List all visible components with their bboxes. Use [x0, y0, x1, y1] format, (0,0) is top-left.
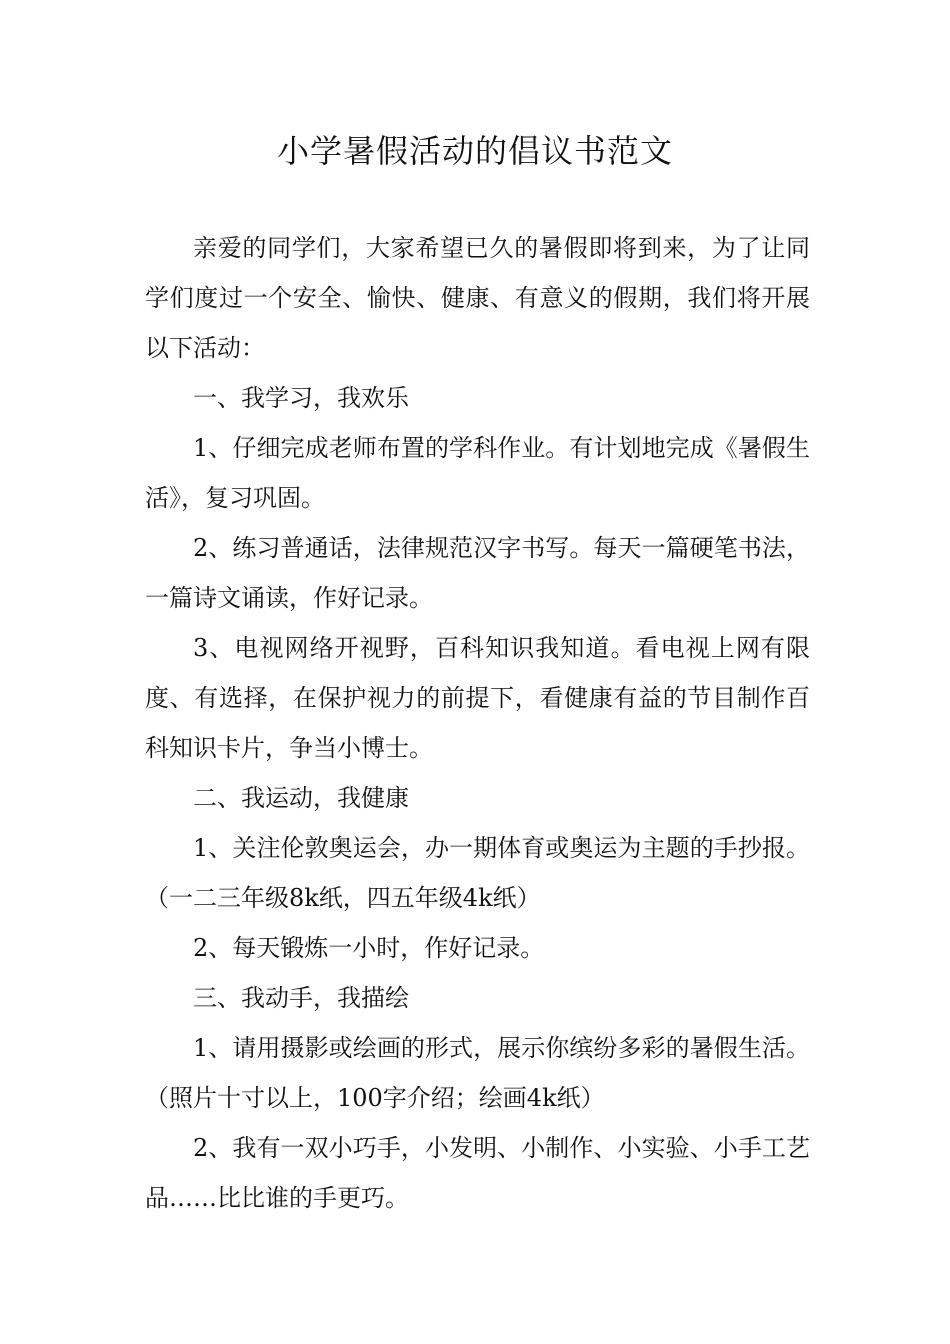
paragraph-study-1: 1、仔细完成老师布置的学科作业。有计划地完成《暑假生活》，复习巩固。 — [145, 434, 810, 512]
paragraph-study-2: 2、练习普通话，法律规范汉字书写。每天一篇硬笔书法，一篇诗文诵读，作好记录。 — [145, 534, 810, 612]
paragraph-sport-2: 2、每天锻炼一小时，作好记录。 — [193, 934, 545, 962]
paragraph-intro: 亲爱的同学们，大家希望已久的暑假即将到来，为了让同学们度过一个安全、愉快、健康、有意义的假期，我们将开展以下活动： — [145, 234, 810, 362]
paragraph-sport-1: 1、关注伦敦奥运会，办一期体育或奥运为主题的手抄报。（一二三年级8k纸，四五年级4k纸） — [145, 834, 810, 912]
section-heading-sport: 二、我运动，我健康 — [193, 784, 409, 812]
document-body — [145, 223, 810, 1223]
document-title: 小学暑假活动的倡议书范文 — [276, 132, 673, 170]
paragraph-craft-1: 1、请用摄影或绘画的形式，展示你缤纷多彩的暑假生活。（照片十寸以上，100字介绍；绘画4k纸） — [145, 1034, 810, 1112]
paragraph-study-3: 3、电视网络开视野，百科知识我知道。看电视上网有限度、有选择，在保护视力的前提下，看健康有益的节目制作百科知识卡片，争当小博士。 — [145, 634, 810, 762]
section-heading-craft: 三、我动手，我描绘 — [193, 984, 409, 1012]
section-heading-study: 一、我学习，我欢乐 — [193, 384, 409, 412]
paragraph-craft-2: 2、我有一双小巧手，小发明、小制作、小实验、小手工艺品……比比谁的手更巧。 — [145, 1134, 810, 1212]
